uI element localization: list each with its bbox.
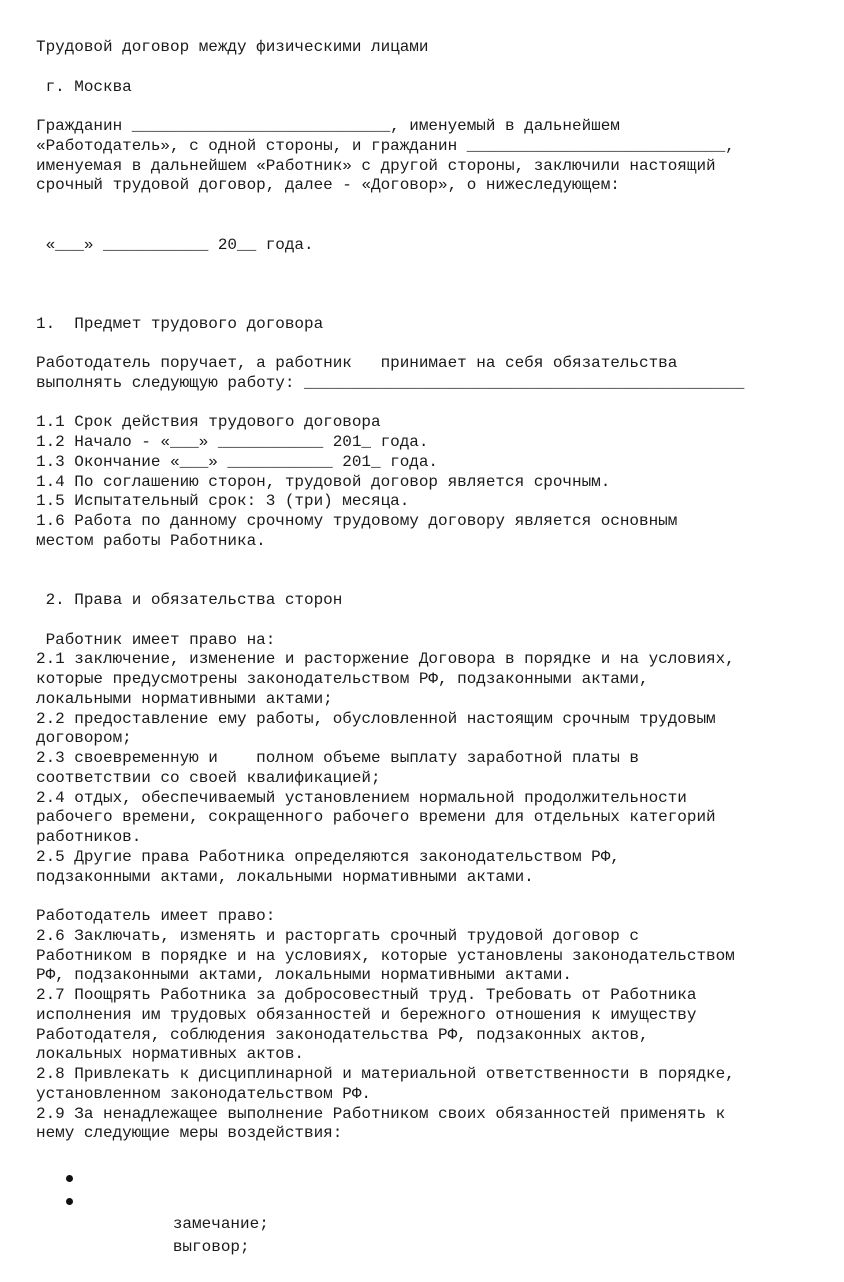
rights-line: исполнения им трудовых обязанностей и бережного отношения к имуществу — [36, 1005, 697, 1024]
measure-text: замечание; — [172, 1214, 269, 1233]
section-1-body-line: выполнять следующую работу: ______________________________________________ — [36, 373, 745, 392]
bullet-icon — [66, 1175, 73, 1182]
intro-line: срочный трудовой договор, далее - «Договор», о нижеследующем: — [36, 176, 620, 195]
intro-line: Гражданин ___________________________, именуемый в дальнейшем — [36, 117, 620, 135]
document-body — [36, 38, 836, 1256]
spacer — [36, 394, 836, 414]
intro-paragraph — [36, 117, 836, 196]
rights-line: локальных нормативных актов. — [36, 1045, 305, 1064]
date-line: «___» ___________ 20__ года. — [36, 235, 314, 254]
section-2 — [36, 591, 836, 1256]
bullet-icon — [66, 1198, 73, 1205]
city: г. Москва — [36, 77, 132, 96]
clause-1-2: 1.2 Начало - «___» ___________ 201_ года. — [36, 433, 429, 451]
rights-line: 2.4 отдых, обеспечиваемый установлением нормальной продолжительности — [36, 788, 687, 807]
spacer — [36, 58, 836, 78]
spacer — [36, 295, 836, 315]
clause-1-6: 1.6 Работа по данному срочному трудовому договору является основным — [36, 512, 678, 530]
rights-line: подзаконными актами, локальными нормативными актами. — [36, 867, 534, 886]
clause-1-1: 1.1 Срок действия трудового договора — [36, 413, 381, 432]
rights-line: Работодателя, соблюдения законодательства РФ, подзаконных актов, — [36, 1025, 649, 1044]
rights-line: РФ, подзаконными актами, локальными нормативными актами. — [36, 966, 573, 985]
rights-line: 2.7 Поощрять Работника за добросовестный труд. Требовать от Работника — [36, 986, 697, 1004]
rights-line: договором; — [36, 729, 132, 748]
measures-list — [36, 1167, 836, 1256]
rights-line: 2.2 предоставление ему работы, обусловленной настоящим срочным трудовым — [36, 709, 716, 728]
clause-1-3: 1.3 Окончание «___» ___________ 201_ года. — [36, 452, 439, 471]
employee-rights — [36, 650, 836, 887]
spacer — [36, 887, 836, 907]
rights-line: 2.9 За ненадлежащее выполнение Работником своих обязанностей применять к — [36, 1104, 726, 1123]
intro-line: «Работодатель», с одной стороны, и гражданин ___________________________, — [36, 136, 735, 155]
clause-1-6-cont: местом работы Работника. — [36, 531, 266, 550]
rights-line: соответствии со своей квалификацией; — [36, 768, 381, 787]
spacer — [36, 611, 836, 631]
intro-line: именуемая в дальнейшем «Работник» с другой стороны, заключили настоящий — [36, 156, 716, 175]
employee-rights-label: Работник имеет право на: — [36, 630, 276, 649]
spacer — [36, 196, 836, 216]
list-item — [36, 1167, 836, 1233]
rights-line: 2.5 Другие права Работника определяются законодательством РФ, — [36, 847, 620, 866]
spacer — [36, 571, 836, 591]
section-1-heading: 1. Предмет трудового договора — [36, 314, 324, 333]
clause-1-5: 1.5 Испытательный срок: 3 (три) месяца. — [36, 492, 410, 511]
rights-line: которые предусмотрены законодательством РФ, подзаконными актами, — [36, 670, 649, 688]
spacer — [36, 552, 836, 572]
rights-line: нему следующие меры воздействия: — [36, 1124, 343, 1143]
spacer — [36, 216, 836, 236]
rights-line: 2.8 Привлекать к дисциплинарной и материальной ответственности в порядке, — [36, 1065, 735, 1083]
rights-line: 2.1 заключение, изменение и расторжение Договора в порядке и на условиях, — [36, 650, 735, 669]
spacer — [36, 97, 836, 117]
employer-rights-label: Работодатель имеет право: — [36, 907, 276, 925]
rights-line: 2.6 Заключать, изменять и расторгать срочный трудовой договор с — [36, 926, 640, 945]
section-1 — [36, 315, 836, 552]
section-1-body-line: Работодатель поручает, а работник принимает на себя обязательства — [36, 354, 678, 372]
clause-1-4: 1.4 По соглашению сторон, трудовой договор является срочным. — [36, 472, 611, 491]
rights-line: Работником в порядке и на условиях, которые установлены законодательством — [36, 946, 735, 965]
document-title: Трудовой договор между физическими лицами — [36, 38, 429, 56]
rights-line: рабочего времени, сокращенного рабочего времени для отдельных категорий — [36, 808, 716, 827]
employer-rights — [36, 927, 836, 1144]
rights-line: 2.3 своевременную и полном объеме выплату заработной платы в — [36, 749, 640, 767]
measure-text: выговор; — [172, 1237, 250, 1256]
spacer — [36, 1144, 836, 1164]
spacer — [36, 255, 836, 275]
spacer — [36, 275, 836, 295]
rights-line: работников. — [36, 828, 142, 846]
spacer — [36, 334, 836, 354]
rights-line: установленном законодательством РФ. — [36, 1084, 372, 1103]
section-2-heading: 2. Права и обязательства сторон — [36, 591, 343, 609]
rights-line: локальными нормативными актами; — [36, 689, 333, 708]
